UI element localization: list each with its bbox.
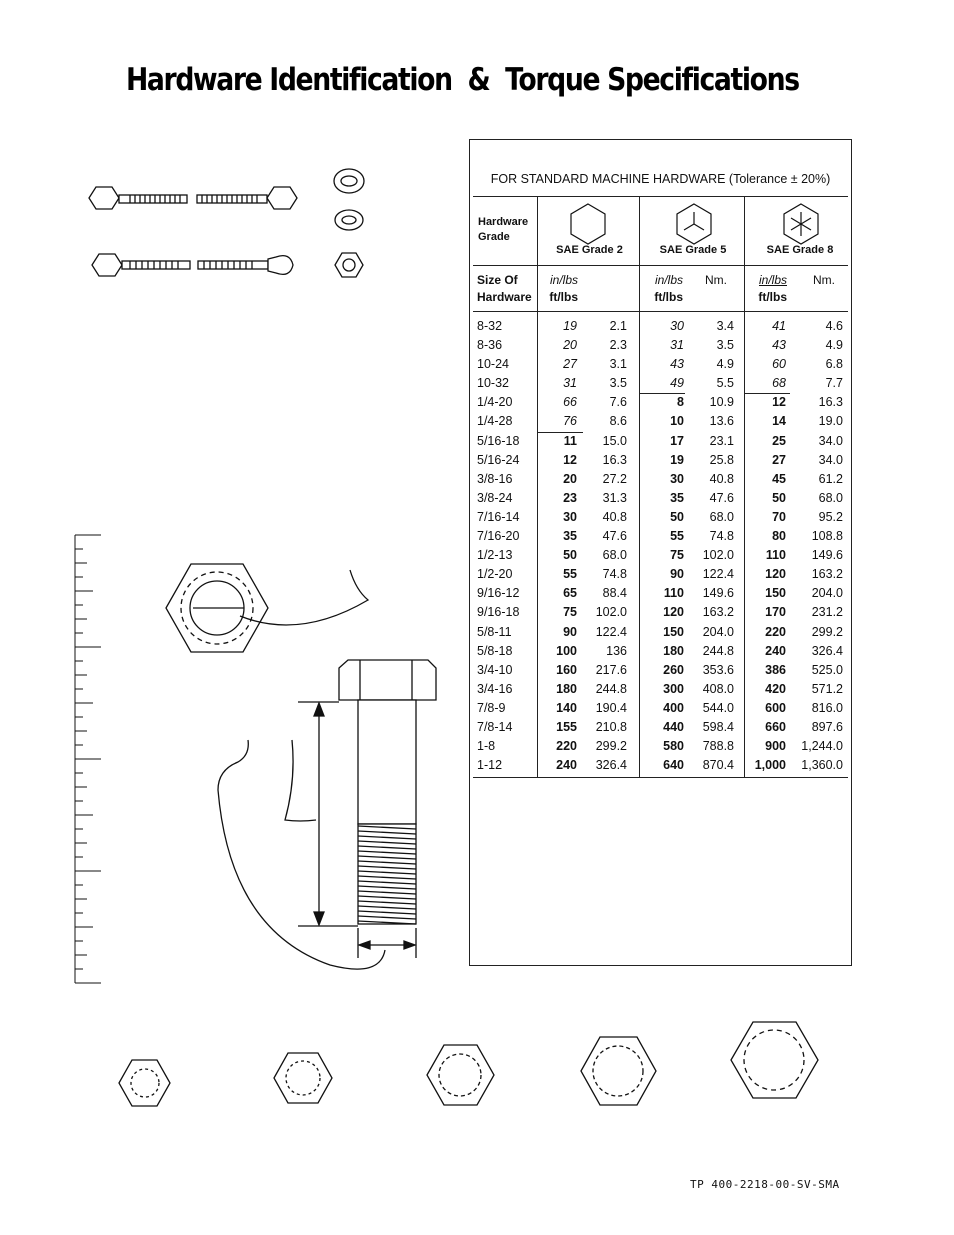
table-row	[470, 584, 851, 603]
table-cell: 34.0	[818, 452, 843, 467]
table-cell: 149.6	[811, 548, 843, 563]
table-cell: 65	[563, 586, 577, 601]
table-cell: 20	[563, 471, 577, 486]
table-cell: 150	[663, 624, 684, 639]
table-cell: 660	[765, 719, 786, 734]
table-cell: 326.4	[811, 643, 843, 658]
table-cell: 110	[663, 586, 684, 601]
table-cell: 1-8	[477, 739, 496, 754]
hardware-grade-label: Hardware Grade	[478, 216, 529, 243]
table-row	[470, 432, 851, 451]
table-row	[470, 718, 851, 737]
table-cell: 8	[677, 395, 684, 410]
table-cell: 544.0	[702, 700, 734, 715]
table-cell: 1/4-20	[477, 395, 513, 410]
table-cell: 2.3	[609, 338, 627, 353]
table-cell: 1/2-13	[477, 548, 513, 563]
table-cell: 100	[556, 643, 577, 658]
table-cell: 5/8-18	[477, 643, 513, 658]
table-cell: 80	[772, 529, 786, 544]
table-cell: 20	[563, 338, 577, 353]
table-cell: 30	[670, 471, 684, 486]
bolt-length-illustration	[218, 660, 436, 969]
table-cell: 17	[670, 433, 684, 448]
table-cell: 68.0	[818, 490, 843, 505]
table-row	[470, 451, 851, 470]
table-cell: 1,360.0	[801, 758, 843, 773]
table-cell: 3/4-16	[477, 681, 513, 696]
table-row	[470, 661, 851, 680]
table-cell: 16.3	[602, 452, 627, 467]
table-cell: 600	[765, 700, 786, 715]
grade-5-nm-header: Nm.	[705, 273, 727, 287]
table-cell: 217.6	[595, 662, 627, 677]
table-cell: 68.0	[709, 509, 734, 524]
table-cell: 108.8	[811, 529, 843, 544]
table-cell: 41	[772, 319, 786, 333]
table-cell: 204.0	[702, 624, 734, 639]
table-cell: 3/8-24	[477, 490, 513, 505]
table-cell: 1/4-28	[477, 414, 513, 429]
table-cell: 9/16-18	[477, 605, 520, 620]
table-cell: 102.0	[702, 548, 734, 563]
table-cell: 23	[563, 490, 577, 505]
table-cell: 7/8-14	[477, 719, 513, 734]
table-cell: 75	[670, 548, 684, 563]
nut-size-gauges	[119, 1022, 818, 1106]
table-cell: 571.2	[811, 681, 843, 696]
table-cell: 1/2-20	[477, 567, 513, 582]
table-cell: 897.6	[811, 719, 843, 734]
table-cell: 122.4	[595, 624, 627, 639]
table-cell: 220	[765, 624, 786, 639]
table-cell: 7/16-20	[477, 529, 520, 544]
table-cell: 3/8-16	[477, 471, 513, 486]
table-cell: 25.8	[709, 452, 734, 467]
table-cell: 11	[563, 433, 577, 448]
table-cell: 140	[556, 700, 577, 715]
table-cell: 170	[765, 605, 786, 620]
table-row	[470, 699, 851, 718]
table-cell: 75	[563, 605, 577, 620]
table-cell: 1,000	[754, 758, 786, 773]
table-cell: 45	[772, 471, 786, 486]
carriage-bolt-illustration	[92, 254, 293, 276]
table-cell: 180	[556, 681, 577, 696]
table-row	[470, 680, 851, 699]
table-cell: 244.8	[702, 643, 734, 658]
table-cell: 149.6	[702, 586, 734, 601]
table-cell: 47.6	[709, 490, 734, 505]
table-cell: 3.5	[716, 338, 734, 353]
table-row	[470, 603, 851, 622]
table-cell: 31	[670, 338, 684, 353]
table-cell: 50	[670, 509, 684, 524]
table-cell: 580	[663, 739, 684, 754]
table-cell: 10.9	[709, 395, 734, 410]
table-cell: 23.1	[709, 433, 734, 448]
grade-2-units-header: in/lbs ft/lbs	[549, 273, 578, 304]
table-cell: 400	[663, 700, 684, 715]
tolerance-note: FOR STANDARD MACHINE HARDWARE (Tolerance ± 20%)	[490, 172, 831, 186]
table-cell: 10-32	[477, 376, 509, 391]
table-cell: 5/8-11	[477, 624, 512, 639]
table-cell: 300	[663, 681, 684, 696]
torque-specifications-table	[469, 139, 852, 966]
table-cell: 110	[765, 548, 786, 563]
table-cell: 76	[563, 414, 577, 429]
table-cell: 95.2	[818, 509, 843, 524]
table-cell: 12	[563, 452, 577, 467]
lock-washer-illustration	[335, 210, 363, 230]
table-cell: 34.0	[818, 433, 843, 448]
table-cell: 30	[670, 319, 684, 333]
table-cell: 4.6	[825, 319, 843, 333]
document-code: TP 400-2218-00-SV-SMA	[690, 1178, 840, 1191]
table-cell: 155	[556, 719, 577, 734]
table-cell: 5/16-24	[477, 452, 520, 467]
table-row	[470, 317, 851, 336]
table-cell: 900	[765, 739, 786, 754]
table-cell: 244.8	[595, 681, 627, 696]
table-cell: 8.6	[609, 414, 627, 429]
table-cell: 35	[670, 490, 684, 505]
table-cell: 70	[772, 509, 786, 524]
table-cell: 90	[670, 567, 684, 582]
grade-8-label: SAE Grade 8	[766, 244, 834, 256]
table-cell: 1,244.0	[801, 739, 843, 754]
table-cell: 7.6	[609, 395, 627, 410]
table-cell: 3.4	[716, 319, 734, 333]
table-cell: 9/16-12	[477, 586, 520, 601]
table-cell: 27	[772, 452, 786, 467]
table-row	[470, 355, 851, 374]
table-cell: 74.8	[709, 529, 734, 544]
table-cell: 15.0	[602, 433, 627, 448]
table-cell: 408.0	[702, 681, 734, 696]
table-cell: 816.0	[811, 700, 843, 715]
table-cell: 31	[563, 376, 577, 391]
flat-washer-illustration	[334, 169, 364, 193]
table-cell: 3.5	[609, 376, 627, 391]
table-cell: 10	[670, 414, 684, 429]
table-cell: 160	[556, 662, 577, 677]
nut-diameter-illustration	[166, 564, 368, 652]
size-header: Size Of Hardware	[477, 273, 532, 304]
table-cell: 7/16-14	[477, 509, 520, 524]
grade-2-head-icon	[568, 202, 608, 246]
table-cell: 4.9	[716, 357, 734, 372]
table-cell: 120	[663, 605, 684, 620]
table-cell: 68.0	[602, 548, 627, 563]
table-row	[470, 470, 851, 489]
table-cell: 1-12	[477, 758, 503, 773]
table-cell: 61.2	[818, 471, 843, 486]
table-cell: 49	[670, 376, 684, 391]
table-row	[470, 565, 851, 584]
table-cell: 60	[772, 357, 786, 372]
table-cell: 19.0	[818, 414, 843, 429]
table-row	[470, 527, 851, 546]
table-cell: 299.2	[811, 624, 843, 639]
table-cell: 19	[563, 319, 577, 333]
table-cell: 240	[765, 643, 786, 658]
table-cell: 43	[772, 338, 786, 353]
table-row	[470, 508, 851, 527]
table-row	[470, 623, 851, 642]
table-cell: 6.8	[825, 357, 843, 372]
table-cell: 440	[663, 719, 684, 734]
table-cell: 8-36	[477, 338, 503, 353]
table-cell: 2.1	[609, 319, 627, 333]
table-cell: 120	[765, 567, 786, 582]
table-row	[470, 393, 851, 412]
grade-8-nm-header: Nm.	[813, 273, 835, 287]
table-row	[470, 546, 851, 565]
table-cell: 353.6	[702, 662, 734, 677]
table-row	[470, 642, 851, 661]
table-cell: 8-32	[477, 319, 503, 333]
table-cell: 74.8	[602, 567, 627, 582]
table-row	[470, 412, 851, 431]
table-cell: 55	[563, 567, 577, 582]
table-cell: 598.4	[702, 719, 734, 734]
torque-rows	[470, 317, 851, 775]
table-cell: 35	[563, 529, 577, 544]
table-cell: 163.2	[702, 605, 734, 620]
table-cell: 5/16-18	[477, 433, 520, 448]
table-cell: 7.7	[825, 376, 843, 391]
table-cell: 260	[663, 662, 684, 677]
measuring-ruler	[75, 535, 101, 983]
table-cell: 102.0	[595, 605, 627, 620]
table-cell: 136	[606, 643, 627, 658]
table-cell: 50	[563, 548, 577, 563]
table-row	[470, 737, 851, 756]
grade-5-head-icon	[674, 202, 714, 246]
table-cell: 12	[772, 395, 786, 410]
table-cell: 16.3	[818, 395, 843, 410]
page-title: Hardware Identification & Torque Specifications	[126, 62, 799, 98]
table-cell: 40.8	[602, 509, 627, 524]
table-cell: 27	[563, 357, 577, 372]
grade-8-units-header: in/lbs ft/lbs	[758, 273, 787, 304]
table-cell: 788.8	[702, 739, 734, 754]
table-cell: 3/4-10	[477, 662, 513, 677]
table-cell: 299.2	[595, 739, 627, 754]
table-cell: 204.0	[811, 586, 843, 601]
table-cell: 210.8	[595, 719, 627, 734]
table-cell: 27.2	[602, 471, 627, 486]
table-cell: 19	[670, 452, 684, 467]
table-cell: 25	[772, 433, 786, 448]
table-cell: 420	[765, 681, 786, 696]
table-row	[470, 374, 851, 393]
table-cell: 43	[670, 357, 684, 372]
hex-nut-illustration	[335, 253, 363, 277]
table-cell: 180	[663, 643, 684, 658]
hex-bolt-illustration	[89, 187, 297, 209]
table-row	[470, 489, 851, 508]
table-cell: 3.1	[609, 357, 627, 372]
table-cell: 525.0	[811, 662, 843, 677]
table-cell: 50	[772, 490, 786, 505]
table-cell: 66	[563, 395, 577, 410]
grade-5-label: SAE Grade 5	[659, 244, 727, 256]
table-cell: 163.2	[811, 567, 843, 582]
table-cell: 4.9	[825, 338, 843, 353]
table-cell: 68	[772, 376, 786, 391]
table-cell: 88.4	[602, 586, 627, 601]
table-cell: 31.3	[602, 490, 627, 505]
table-cell: 326.4	[595, 758, 627, 773]
table-cell: 13.6	[709, 414, 734, 429]
table-cell: 190.4	[595, 700, 627, 715]
table-cell: 150	[765, 586, 786, 601]
table-cell: 5.5	[716, 376, 734, 391]
table-row	[470, 756, 851, 775]
table-cell: 7/8-9	[477, 700, 506, 715]
table-cell: 90	[563, 624, 577, 639]
table-row	[470, 336, 851, 355]
table-cell: 220	[556, 739, 577, 754]
table-cell: 870.4	[702, 758, 734, 773]
table-cell: 55	[670, 529, 684, 544]
grade-5-units-header: in/lbs ft/lbs	[654, 273, 683, 304]
table-cell: 386	[765, 662, 786, 677]
table-cell: 40.8	[709, 471, 734, 486]
table-cell: 640	[663, 758, 684, 773]
grade-2-label: SAE Grade 2	[556, 244, 623, 256]
grade-8-head-icon	[781, 202, 821, 246]
table-cell: 47.6	[602, 529, 627, 544]
table-cell: 240	[556, 758, 577, 773]
table-cell: 231.2	[811, 605, 843, 620]
table-cell: 30	[563, 509, 577, 524]
table-cell: 122.4	[702, 567, 734, 582]
table-cell: 10-24	[477, 357, 509, 372]
table-cell: 14	[772, 414, 786, 429]
